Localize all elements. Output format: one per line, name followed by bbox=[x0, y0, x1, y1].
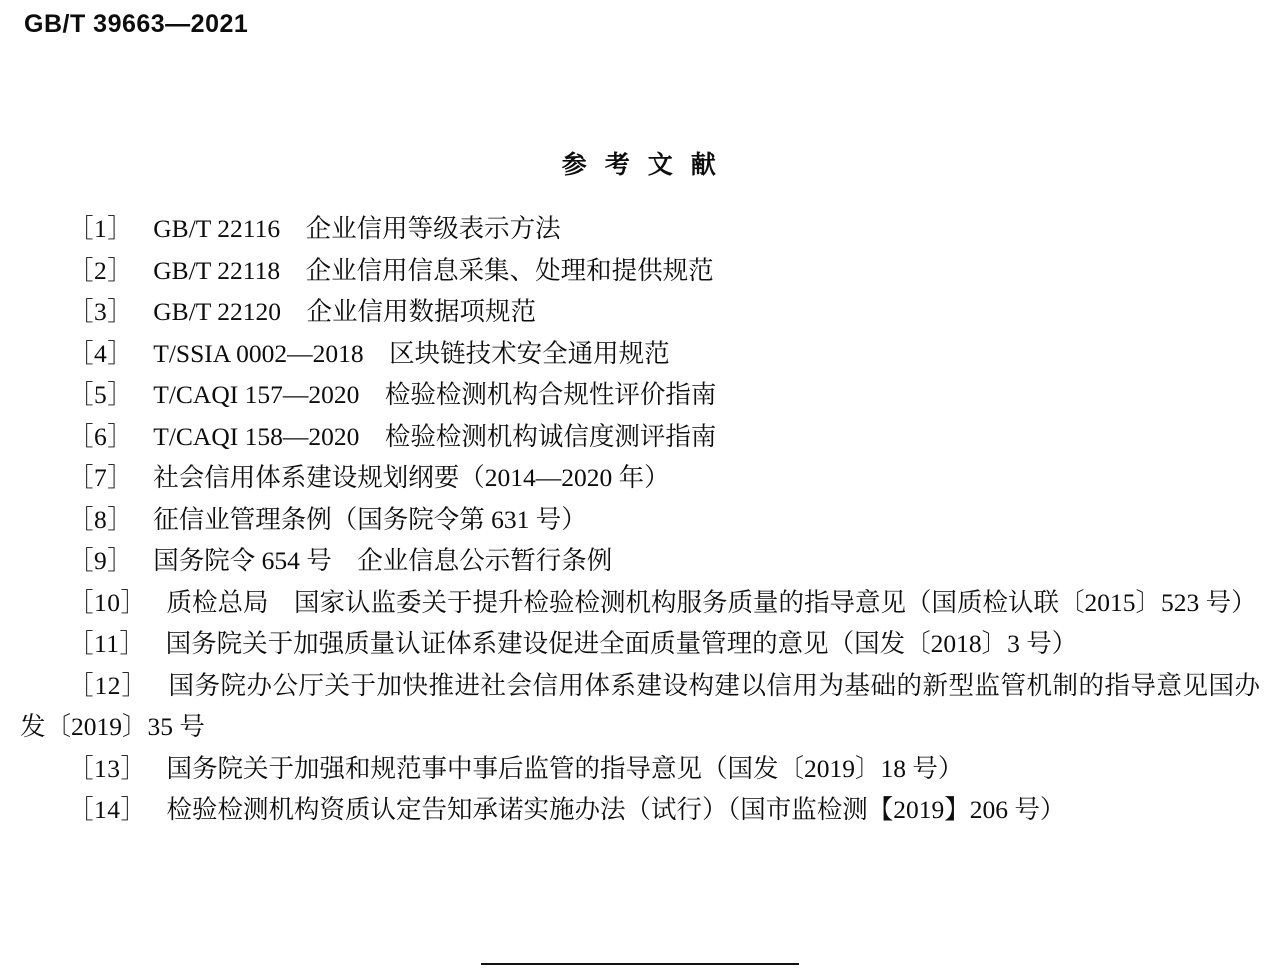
reference-text: 国务院办公厅关于加快推进社会信用体系建设构建以信用为基础的新型监管机制的指导意见国办发〔2019〕35 号 bbox=[20, 670, 1260, 741]
title-char-4: 献 bbox=[690, 152, 719, 179]
reference-number: ［7］ bbox=[68, 463, 134, 492]
list-item bbox=[20, 291, 1260, 333]
list-item bbox=[20, 250, 1260, 292]
reference-text: GB/T 22120 企业信用数据项规范 bbox=[153, 297, 537, 326]
reference-text: 质检总局 国家认监委关于提升检验检测机构服务质量的指导意见（国质检认联〔2015〕523 号） bbox=[166, 587, 1257, 617]
reference-text: GB/T 22116 企业信用等级表示方法 bbox=[153, 214, 561, 243]
reference-text: 国务院关于加强和规范事中事后监管的指导意见（国发〔2019〕18 号） bbox=[166, 753, 964, 783]
list-item bbox=[20, 748, 1260, 790]
reference-text: T/CAQI 157—2020 检验检测机构合规性评价指南 bbox=[153, 380, 717, 409]
list-item bbox=[20, 416, 1260, 458]
title-char-2: 考 bbox=[604, 152, 633, 179]
reference-number: ［10］ bbox=[68, 587, 147, 617]
list-item bbox=[20, 623, 1260, 665]
reference-number: ［13］ bbox=[68, 753, 147, 783]
reference-text: GB/T 22118 企业信用信息采集、处理和提供规范 bbox=[153, 255, 714, 285]
reference-number: ［4］ bbox=[68, 338, 134, 368]
reference-number: ［5］ bbox=[68, 380, 134, 409]
list-item bbox=[20, 582, 1260, 624]
title-char-1: 参 bbox=[561, 152, 590, 179]
list-item bbox=[20, 208, 1260, 250]
reference-text: 国务院令 654 号 企业信息公示暂行条例 bbox=[153, 546, 613, 575]
list-item bbox=[20, 333, 1260, 375]
reference-number: ［12］ bbox=[68, 670, 148, 700]
reference-text: T/CAQI 158—2020 检验检测机构诚信度测评指南 bbox=[153, 421, 717, 451]
list-item bbox=[20, 540, 1260, 582]
reference-number: ［8］ bbox=[68, 504, 134, 534]
list-item bbox=[20, 457, 1260, 499]
standard-number-header: GB/T 39663—2021 bbox=[24, 10, 249, 38]
list-item bbox=[20, 789, 1260, 831]
reference-number: ［11］ bbox=[68, 629, 146, 658]
reference-text: 社会信用体系建设规划纲要（2014—2020 年） bbox=[153, 463, 670, 492]
reference-number: ［3］ bbox=[68, 297, 134, 326]
reference-number: ［2］ bbox=[68, 255, 134, 285]
list-item bbox=[20, 665, 1260, 748]
reference-text: 国务院关于加强质量认证体系建设促进全面质量管理的意见（国发〔2018〕3 号） bbox=[165, 629, 1078, 658]
reference-number: ［1］ bbox=[68, 214, 134, 243]
reference-text: 检验检测机构资质认定告知承诺实施办法（试行）（国市监检测【2019】206 号） bbox=[166, 795, 1066, 824]
reference-text: T/SSIA 0002—2018 区块链技术安全通用规范 bbox=[153, 338, 670, 368]
reference-text: 征信业管理条例（国务院令第 631 号） bbox=[153, 504, 587, 534]
reference-number: ［6］ bbox=[68, 421, 134, 451]
list-item bbox=[20, 499, 1260, 541]
page-title bbox=[0, 145, 1280, 181]
reference-number: ［9］ bbox=[68, 546, 134, 575]
page-footer-rule bbox=[481, 963, 799, 965]
list-item bbox=[20, 374, 1260, 416]
title-char-3: 文 bbox=[647, 152, 676, 179]
reference-number: ［14］ bbox=[68, 795, 147, 824]
reference-list bbox=[0, 208, 1280, 831]
